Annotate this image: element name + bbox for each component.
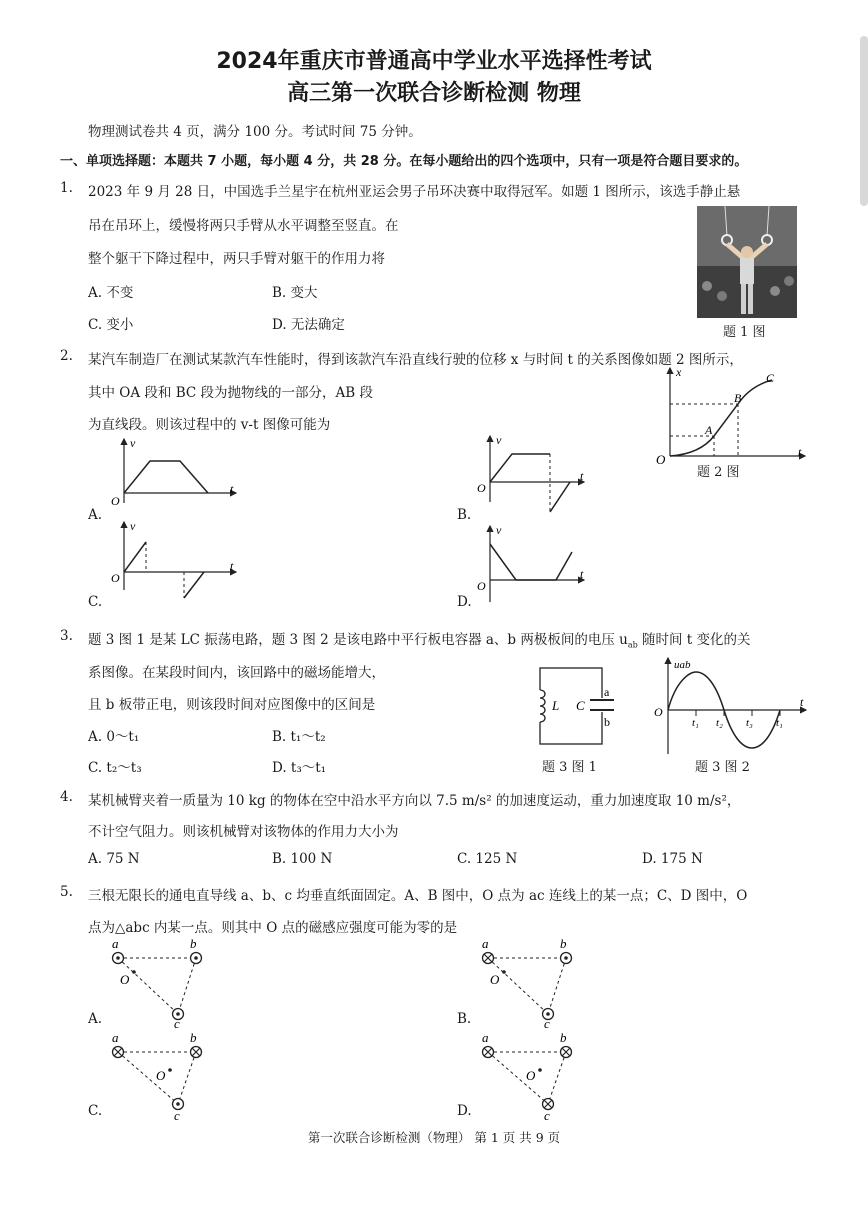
q3-axis-u: uab [674, 659, 691, 671]
q3-tick-t4: t₁ [776, 717, 783, 729]
q2a-axis-v: v [130, 436, 136, 450]
q2-option-a-graph[interactable] [104, 435, 244, 507]
q3-number: 3. [60, 628, 73, 644]
section1-heading: 一、单项选择题：本题共 7 小题，每小题 4 分，共 28 分。在每小题给出的四个选项中，只有一项是符合题目要求的。 [60, 154, 748, 169]
q4-line1: 某机械臂夹着一质量为 10 kg 的物体在空中沿水平方向以 7.5 m/s² 的加速度运动，重力加速度取 10 m/s²， [88, 793, 741, 809]
q2c-axis-v: v [130, 519, 136, 533]
q3-figure2-caption: 题 3 图 2 [695, 760, 750, 775]
q2d-axis-v: v [496, 523, 502, 537]
q4-number: 4. [60, 789, 73, 805]
q2-option-c[interactable]: C. [88, 594, 103, 610]
q5-option-d[interactable]: D. [457, 1103, 472, 1119]
q5c-label-c: c [174, 1108, 180, 1122]
q5c-label-a: a [112, 1030, 119, 1045]
q3-tick-t2: t₂ [716, 717, 723, 729]
q5-option-c-diagram[interactable] [104, 1030, 214, 1122]
q2-point-c: C [766, 371, 775, 385]
q1-figure-caption: 题 1 图 [723, 325, 766, 340]
gymnast-rings-photo [697, 206, 797, 318]
q2-line2: 其中 OA 段和 BC 段为抛物线的一部分，AB 段 [88, 385, 373, 401]
q5-option-b[interactable]: B. [457, 1011, 472, 1027]
q2-option-c-graph[interactable] [104, 518, 244, 606]
q2-option-d[interactable]: D. [457, 594, 472, 610]
q3-tick-t1: t₁ [692, 717, 699, 729]
q2a-origin: O [111, 494, 120, 507]
exam-title: 2024年重庆市普通高中学业水平选择性考试 [216, 49, 652, 74]
q2b-axis-v: v [496, 433, 502, 447]
q2b-origin: O [477, 481, 486, 495]
q5-option-d-diagram[interactable] [474, 1030, 584, 1122]
q4-line2: 不计空气阻力。则该机械臂对该物体的作用力大小为 [88, 824, 399, 840]
q2-option-b-graph[interactable] [472, 432, 592, 520]
q2d-axis-t: t [580, 567, 584, 581]
q2-line3: 为直线段。则该过程中的 v-t 图像可能为 [88, 417, 331, 433]
q2-figure-caption: 题 2 图 [697, 465, 740, 480]
q1-line3: 整个躯干下降过程中，两只手臂对躯干的作用力将 [88, 251, 385, 267]
q4-option-d[interactable]: D. 175 N [642, 851, 703, 867]
q4-option-b[interactable]: B. 100 N [272, 851, 333, 867]
q5d-label-a: a [482, 1030, 489, 1045]
q5a-label-a: a [112, 936, 119, 951]
q2c-axis-t: t [230, 559, 234, 573]
q2-origin: O [656, 452, 666, 467]
q2a-axis-t: t [230, 482, 234, 496]
q2-point-a: A [705, 423, 713, 437]
q3-option-a[interactable]: A. 0～t₁ [88, 729, 140, 745]
q3-line3: 且 b 板带正电，则该段时间对应图像中的区间是 [88, 697, 376, 713]
q5-number: 5. [60, 884, 73, 900]
q2d-origin: O [477, 579, 486, 593]
q3-tick-t3: t₃ [746, 717, 753, 729]
q5d-point-o: O [526, 1068, 536, 1083]
q5a-point-o: O [120, 972, 130, 987]
q2-number: 2. [60, 348, 73, 364]
q1-option-d[interactable]: D. 无法确定 [272, 317, 345, 333]
q1-line2: 吊在吊环上，缓慢将两只手臂从水平调整至竖直。在 [88, 218, 399, 234]
q3-label-c: C [576, 698, 585, 713]
q3-option-b[interactable]: B. t₁～t₂ [272, 729, 326, 745]
q5a-label-b: b [190, 936, 197, 951]
q3-option-d[interactable]: D. t₃～t₁ [272, 760, 327, 776]
q3-line2: 系图像。在某段时间内，该回路中的磁场能增大， [88, 665, 385, 681]
q2-xt-graph [650, 364, 810, 476]
q3-option-c[interactable]: C. t₂～t₃ [88, 760, 142, 776]
q3-origin: O [654, 705, 663, 719]
q2-option-a[interactable]: A. [88, 507, 103, 523]
q5b-label-a: a [482, 936, 489, 951]
q3-figure1-caption: 题 3 图 1 [542, 760, 597, 775]
q5b-label-c: c [544, 1016, 550, 1028]
q3-line1: 题 3 图 1 是某 LC 振荡电路，题 3 图 2 是该电路中平行板电容器 a、b 两极板间的电压 $u_{ab}$ 随时间 t 变化的关 [88, 632, 751, 650]
page-footer: 第一次联合诊断检测（物理） 第 1 页 共 9 页 [307, 1130, 561, 1145]
q2-point-b: B [734, 391, 742, 405]
q2-axis-x: x [676, 365, 682, 379]
q2b-axis-t: t [580, 469, 584, 483]
q1-option-b[interactable]: B. 变大 [272, 285, 318, 301]
q5d-label-b: b [560, 1030, 567, 1045]
q5-option-b-diagram[interactable] [474, 936, 584, 1028]
q4-option-c[interactable]: C. 125 N [457, 851, 518, 867]
q2-option-d-graph[interactable] [472, 522, 592, 608]
q5-line2: 点为△abc 内某一点。则其中 O 点的磁感应强度可能为零的是 [88, 920, 458, 936]
q5b-point-o: O [490, 972, 500, 987]
q1-option-a[interactable]: A. 不变 [88, 285, 134, 301]
q5d-label-c: c [544, 1108, 550, 1122]
q5a-label-c: c [174, 1016, 180, 1028]
exam-intro: 物理测试卷共 4 页，满分 100 分。考试时间 75 分钟。 [88, 124, 422, 140]
q1-number: 1. [60, 180, 73, 196]
q3-label-l: L [552, 698, 560, 713]
q1-option-c[interactable]: C. 变小 [88, 317, 134, 333]
q5-option-c[interactable]: C. [88, 1103, 103, 1119]
q5-option-a[interactable]: A. [88, 1011, 103, 1027]
q1-line1: 2023 年 9 月 28 日，中国选手兰星宇在杭州亚运会男子吊环决赛中取得冠军。如题 1 图所示，该选手静止悬 [88, 184, 741, 200]
q5-option-a-diagram[interactable] [104, 936, 214, 1028]
q5-line1: 三根无限长的通电直导线 a、b、c 均垂直纸面固定。A、B 图中，O 点为 ac 连线上的某一点；C、D 图中，O [88, 888, 748, 904]
q3-uab-graph [652, 654, 812, 756]
q3-lc-circuit [534, 662, 634, 750]
q3-label-b: b [604, 715, 610, 729]
q3-axis-t: t [800, 695, 804, 709]
q5b-label-b: b [560, 936, 567, 951]
q5c-point-o: O [156, 1068, 166, 1083]
q4-option-a[interactable]: A. 75 N [88, 851, 140, 867]
q2-option-b[interactable]: B. [457, 507, 472, 523]
q3-label-a: a [604, 685, 610, 699]
q2-axis-t: t [798, 445, 802, 459]
q2c-origin: O [111, 571, 120, 585]
exam-subtitle: 高三第一次联合诊断检测 物理 [287, 81, 581, 106]
q5c-label-b: b [190, 1030, 197, 1045]
q2-line1: 某汽车制造厂在测试某款汽车性能时，得到该款汽车沿直线行驶的位移 x 与时间 t 的关系图像如题 2 图所示， [88, 352, 743, 368]
